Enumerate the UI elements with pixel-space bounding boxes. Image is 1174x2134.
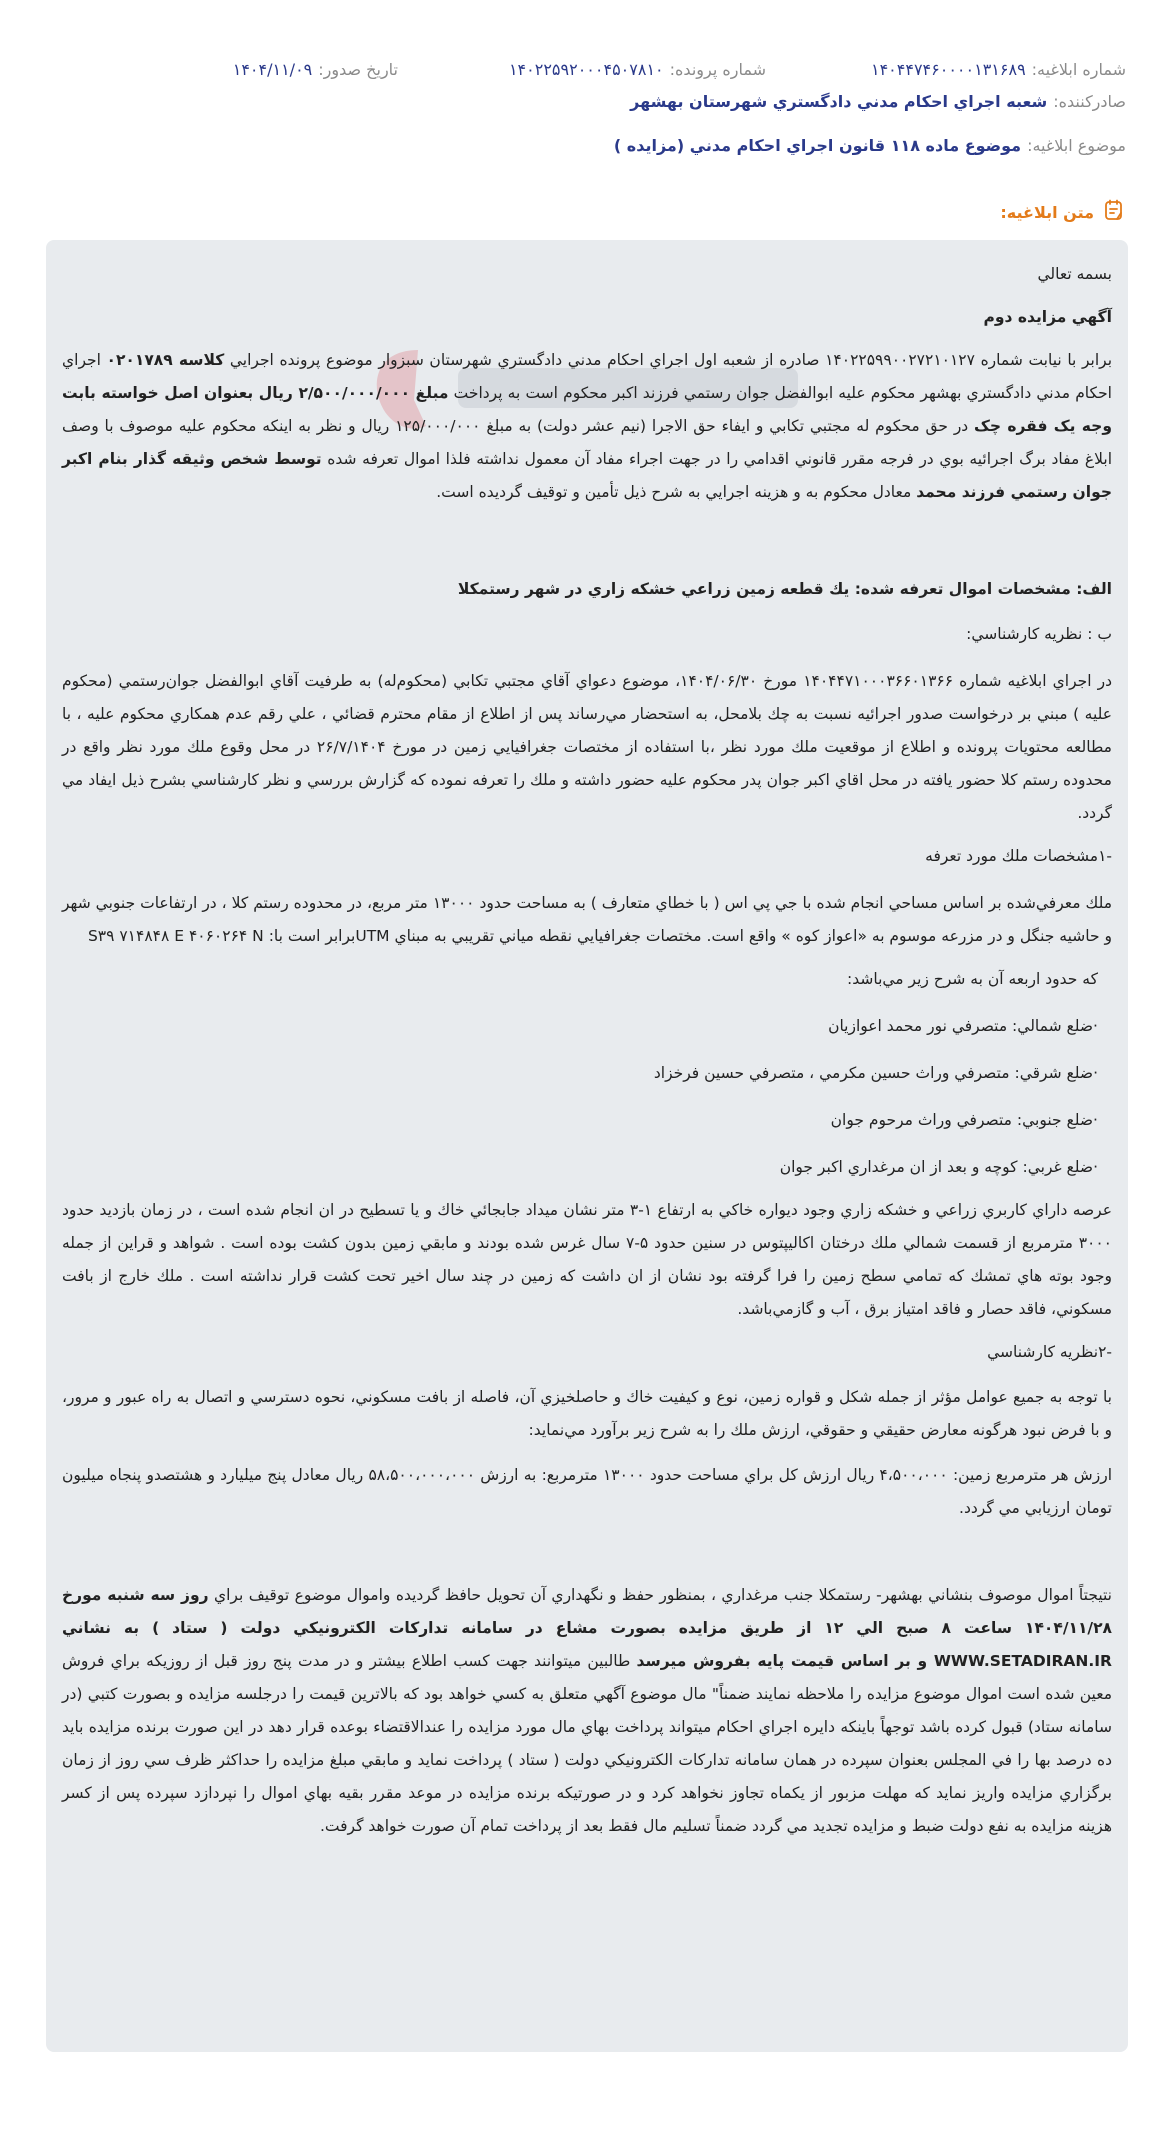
issue-date-label: تاريخ صدور:	[318, 59, 398, 79]
notice-number	[871, 52, 1126, 86]
notice-heading: آگهي مزايده دوم	[983, 308, 1112, 326]
p1-b: كلاسه ۰۲۰۱۷۸۹	[106, 351, 225, 369]
issue-date-value: ۱۴۰۴/۱۱/۰۹	[232, 59, 313, 79]
case-number	[509, 52, 766, 86]
notice-body-panel	[46, 240, 1128, 2052]
paragraph-valuation-basis: با توجه به جميع عوامل مؤثر از جمله شكل و قواره زمين، نوع و كيفيت خاك و حاصلخيزي آن، فاصله از بافت مسكوني، نحوه دسترسي و اتصال به راه عبور و مرور، و با فرض نبود هرگونه معارض حقيقي و حقوقي، ارزش ملك را به شرح زير برآورد مي‌نمايد:	[62, 1388, 1112, 1439]
p7-c: طالبين ميتوانند جهت كسب اطلاع بيشتر و در مدت پنج روز قبل از روزيكه براي فروش معين شده است اموال موضوع مزايده را ملاحظه نمايند ضمناً" مال موضوع آگهي متعلق به كسي خواهد بود كه بالاترين قيمت را درجلسه مزايده و بصورت كتبي (در سامانه ستاد) قبول كرده باشد توجهاً باينكه دايره اجراي احكام ميتواند پرداخت بهاي مال مورد مزايده را عندالاقتضاء بوعده قرار دهد در اين صورت برنده مزايده بايد ده درصد بها را في المجلس بعنوان سپرده در همان سامانه تداركات الكترونيكي دولت ( ستاد ) پرداخت نمايد و مابقي مبلغ مزايده را حداكثر ظرف سي روز از زمان برگزاري مزايده واريز نمايد كه مهلت مزبور از يكماه تجاوز نخواهد كرد و در صورتيكه برنده مزايده در موعد مقرر بقيه بهاي اموال را نپردازد سپرده پس از كسر هزينه مزايده به نفع دولت ضبط و مزايده تجديد مي گردد ضمناً تسليم مال فقط بعد از پرداخت تمام آن صورت خواهد گرفت.	[62, 1652, 1112, 1835]
p1-e: در حق محكوم له مجتبي تكابي و ايفاء حق الاجرا (نيم عشر دولت) به مبلغ ۱۲۵/۰۰۰/۰۰۰ ريال و نظر به اينكه محكوم عليه موصوف با وصف ابلاغ مفاد برگ اجرائيه بوي در فرجه مقرر قانوني اقدامي را در جهت اجراء مفاد آن معمول نداشته فلذا اموال تعرفه شده	[62, 417, 1112, 468]
p7-a: نتيجتاً اموال موصوف بنشاني بهشهر- رستمكلا جنب مرغداري ، بمنظور حفظ و نگهداري آن تحويل حافظ گرديده واموال موضوع توقيف براي	[208, 1586, 1112, 1604]
subject-row	[614, 136, 1126, 155]
section-title-text: متن ابلاغيه:	[1000, 202, 1094, 222]
issuer-label: صادرکننده:	[1053, 92, 1126, 111]
p1-c: اجراي احكام مدني دادگستري بهشهر محكوم عليه ابوالفضل جوان رستمي فرزند اكبر محكوم است به پرداخت	[62, 351, 1112, 402]
bound-north: ·ضلع شمالي: متصرفي نور محمد اعوازيان	[828, 1017, 1098, 1035]
spec-title: -۱مشخصات ملك مورد تعرفه	[925, 847, 1112, 865]
notice-number-value: ۱۴۰۴۴۷۴۶۰۰۰۰۱۳۱۶۸۹	[870, 59, 1026, 79]
issue-date	[233, 52, 398, 86]
case-number-label: شماره پرونده:	[669, 59, 766, 79]
bounds-intro: كه حدود اربعه آن به شرح زير مي‌باشد:	[847, 970, 1098, 988]
bismillah: بسمه تعالي	[1037, 265, 1112, 283]
property-spec-heading: الف: مشخصات اموال تعرفه شده: يك قطعه زمين زراعي خشكه زاري در شهر رستمكلا	[457, 580, 1112, 598]
subject-label: موضوع ابلاغيه:	[1027, 136, 1126, 155]
paragraph-valuation: ارزش هر مترمربع زمين: ۴،۵۰۰،۰۰۰ ريال ارزش كل براي مساحت حدود ۱۳۰۰۰ مترمربع: به ارزش ۵۸،۵۰۰،۰۰۰،۰۰۰ ريال معادل پنج ميليارد و هشتصدو پنجاه ميليون تومان ارزيابي مي گردد.	[62, 1466, 1113, 1517]
paragraph-intro	[62, 344, 1112, 509]
subject-value: موضوع ماده ۱۱۸ قانون اجراي احكام مدني (مزايده )	[613, 136, 1022, 155]
p1-g: معادل محكوم به و هزينه اجرايي به شرح ذيل تأمين و توقيف گرديده است.	[436, 483, 917, 501]
expert-opinion-heading: ب : نظريه كارشناسي:	[966, 625, 1112, 643]
bound-west: ·ضلع غربي: كوچه و بعد از ان مرغداري اكبر جوان	[779, 1158, 1098, 1176]
issuer-row	[630, 92, 1126, 111]
p1-d: مبلغ ۲/۵۰۰/۰۰۰/۰۰۰ ريال بعنوان اصل خواسته بابت وجه يک فقره چک	[62, 384, 1112, 435]
paragraph-auction-terms	[62, 1579, 1112, 1843]
header-row-1	[48, 52, 1126, 86]
bound-east: ·ضلع شرقي: متصرفي وراث حسين مكرمي ، متصرفي حسين فرخزاد	[653, 1064, 1098, 1082]
p7-b: روز سه شنبه مورخ ۱۴۰۴/۱۱/۲۸ ساعت ۸ صبح الي ۱۲ از طريق مزايده بصورت مشاع در سامانه تداركات الكترونيكي دولت ( ستاد ) به نشاني WWW.SETADIRAN.IR و بر اساس قيمت پايه بفروش ميرسد	[62, 1586, 1113, 1670]
p1-a: برابر با نيابت شماره ۱۴۰۲۲۵۹۹۰۰۲۷۲۱۰۱۲۷ صادره از شعبه اول اجراي احكام مدني دادگستري شهرستان سبزوار موضوع پرونده اجرايي	[224, 351, 1113, 369]
issuer-value: شعبه اجراي احكام مدني دادگستري شهرستان بهشهر	[630, 92, 1048, 111]
paragraph-land-description: عرصه داراي كاربري زراعي و خشكه زاري وجود ديواره خاكي به ارتفاع ۱-۳ متر نشان ميداد جابجائي خاك و يا تسطيح در ان انجام شده است ، در زمان بازديد حدود ۳۰۰۰ مترمربع از قسمت شمالي ملك درختان اكاليپتوس در سنين حدود ۵-۷ سال غرس شده بودند و مابقي زمين بدون كشت بوده است . شواهد و قراين از جمله وجود بوته هاي تمشك كه تمامي سطح زمين را فرا گرفته بود نشان از ان داشت كه زمين در چند سال اخير تحت كشت قرار نداشته است . ملك خارج از بافت مسكوني، فاقد حصار و فاقد امتياز برق ، آب و گازمي‌باشد.	[62, 1201, 1112, 1318]
case-number-value: ۱۴۰۲۲۵۹۲۰۰۰۴۵۰۷۸۱۰	[508, 59, 664, 79]
paragraph-expert-report: در اجراي ابلاغيه شماره ۱۴۰۴۴۷۱۰۰۰۳۶۶۰۱۳۶۶ مورخ ۱۴۰۴/۰۶/۳۰، موضوع دعواي آقاي مجتبي تكابي (محكوم‌له) به طرفيت آقاي ابوالفضل جوان‌رستمي (محكوم عليه ) مبني بر درخواست صدور اجرائيه نسبت به چك بلامحل، به استحضار مي‌رساند پس از اطلاع از مقام محترم قضائي ، علي رقم عدم همكاري محكوم عليه ، با مطالعه محتويات پرونده و اطلاع از موقعيت ملك مورد نظر ،با استفاده از مختصات جغرافيايي زمين در مورخ ۲۶/۷/۱۴۰۴ در محل وقوع ملك مورد نظر واقع در محدوده رستم كلا حضور يافته در محل اقاي اكبر جوان پدر محكوم عليه حضور داشته و ملك را تعرفه نموده كه گزارش بررسي و نظر كارشناسي بشرح ذيل ايفاد مي گردد.	[62, 672, 1113, 822]
section-title	[1000, 198, 1126, 226]
expert-title: -۲نظريه كارشناسي	[987, 1343, 1112, 1361]
paragraph-property: ملك معرفي‌شده بر اساس مساحي انجام شده با جي پي اس ( با خطاي متعارف ) به مساحت حدود ۱۳۰۰۰ متر مربع، در محدوده رستم كلا ، در ارتفاعات جنوبي شهر و حاشيه جنگل و در مزرعه موسوم به «اعواز كوه » واقع است. مختصات جغرافيايي نقطه مياني تقريبي به مبناي UTMبرابر است با: S۳۹ ۷۱۴۸۴۸ E ۴۰۶۰۲۶۴ N	[62, 894, 1113, 945]
bound-south: ·ضلع جنوبي: متصرفي وراث مرحوم جوان	[830, 1111, 1098, 1129]
p1-f: توسط شخص وثيقه گذار بنام اكبر جوان رستمي فرزند محمد	[62, 450, 1112, 501]
notice-number-label: شماره ابلاغيه:	[1031, 59, 1126, 79]
document-note-icon	[1102, 198, 1126, 226]
